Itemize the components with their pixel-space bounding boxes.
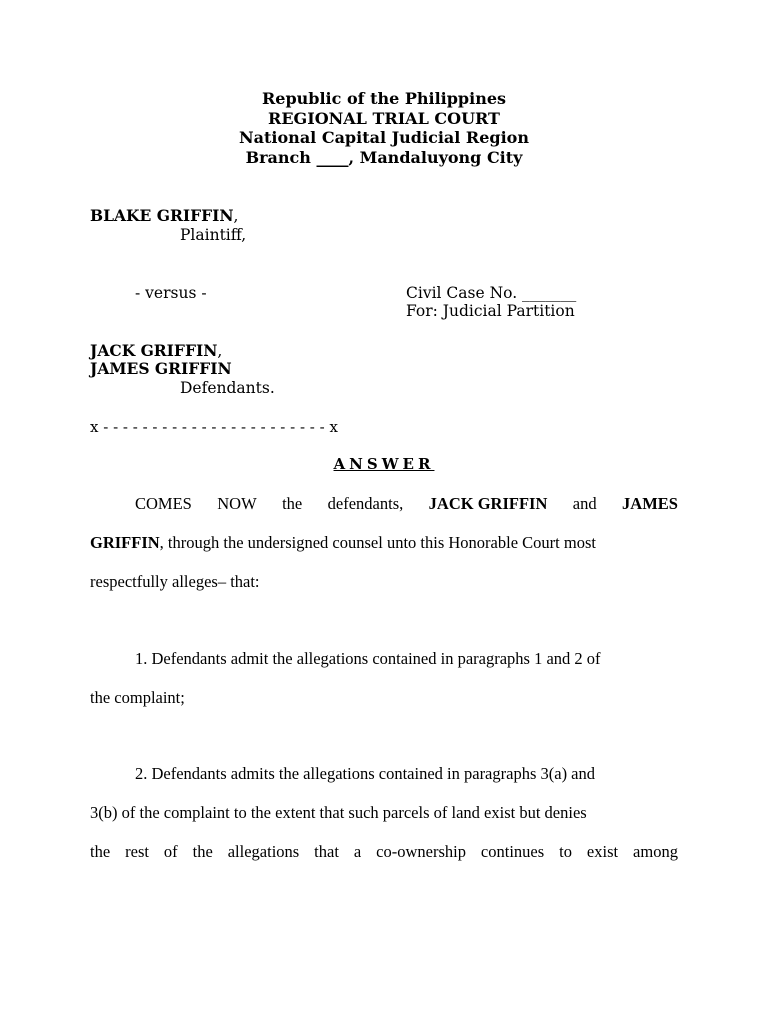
document-title: ANSWER bbox=[333, 455, 435, 473]
court-header bbox=[0, 89, 768, 167]
defendant-name-1: JACK GRIFFIN bbox=[90, 341, 218, 360]
versus-label: - versus - bbox=[135, 284, 207, 302]
plaintiff-role: Plaintiff, bbox=[180, 226, 247, 244]
para1-line-1: 1. Defendants admit the allegations contained in paragraphs 1 and 2 of bbox=[135, 649, 601, 668]
defendant-name-1-comma: , bbox=[217, 342, 223, 360]
case-number: Civil Case No. _______ bbox=[406, 284, 577, 302]
defendant-name-2: JAMES GRIFFIN bbox=[90, 359, 232, 378]
intro-word: the bbox=[282, 494, 303, 513]
intro-line-2-text: , through the undersigned counsel unto this Honorable Court most bbox=[159, 533, 596, 552]
para2-line-1: 2. Defendants admits the allegations contained in paragraphs 3(a) and bbox=[135, 764, 596, 783]
defendants-role: Defendants. bbox=[180, 379, 275, 397]
para2-word: co-ownership bbox=[376, 842, 466, 861]
header-branch: Branch ____, Mandaluyong City bbox=[245, 147, 523, 167]
intro-word: NOW bbox=[217, 494, 257, 513]
intro-line-1 bbox=[90, 494, 678, 514]
caption-separator: x - - - - - - - - - - - - - - - - - - - - - - - x bbox=[90, 418, 338, 436]
header-court: REGIONAL TRIAL COURT bbox=[268, 108, 500, 128]
intro-defendant-1: JACK GRIFFIN bbox=[428, 494, 548, 513]
intro-defendant-2-last: GRIFFIN bbox=[90, 533, 160, 552]
para2-word: rest bbox=[125, 842, 149, 861]
intro-word: defendants, bbox=[327, 494, 404, 513]
para2-word: among bbox=[633, 842, 678, 861]
para2-word: that bbox=[314, 842, 339, 861]
para2-word: the bbox=[90, 842, 111, 861]
plaintiff-name: BLAKE GRIFFIN bbox=[90, 206, 234, 225]
para2-word: the bbox=[192, 842, 213, 861]
para2-line-2: 3(b) of the complaint to the extent that such parcels of land exist but denies bbox=[90, 803, 587, 822]
intro-line-2 bbox=[90, 533, 678, 553]
plaintiff-name-line bbox=[90, 206, 238, 226]
defendant-name-1-line bbox=[90, 341, 222, 361]
intro-line-3: respectfully alleges– that: bbox=[90, 572, 260, 591]
intro-word: COMES bbox=[135, 494, 192, 513]
para2-word: exist bbox=[586, 842, 619, 861]
para2-word: continues bbox=[480, 842, 545, 861]
header-republic: Republic of the Philippines bbox=[261, 89, 507, 108]
intro-defendant-2-first: JAMES bbox=[622, 494, 678, 513]
para1-line-2: the complaint; bbox=[90, 688, 185, 707]
header-region: National Capital Judicial Region bbox=[239, 128, 529, 147]
para2-word: to bbox=[559, 842, 572, 861]
para2-word: a bbox=[353, 842, 362, 861]
intro-word: and bbox=[572, 494, 597, 513]
para2-word: allegations bbox=[227, 842, 300, 861]
para2-line-3 bbox=[90, 842, 678, 862]
plaintiff-name-comma: , bbox=[233, 207, 239, 225]
case-subject: For: Judicial Partition bbox=[406, 302, 575, 320]
para2-word: of bbox=[163, 842, 178, 861]
